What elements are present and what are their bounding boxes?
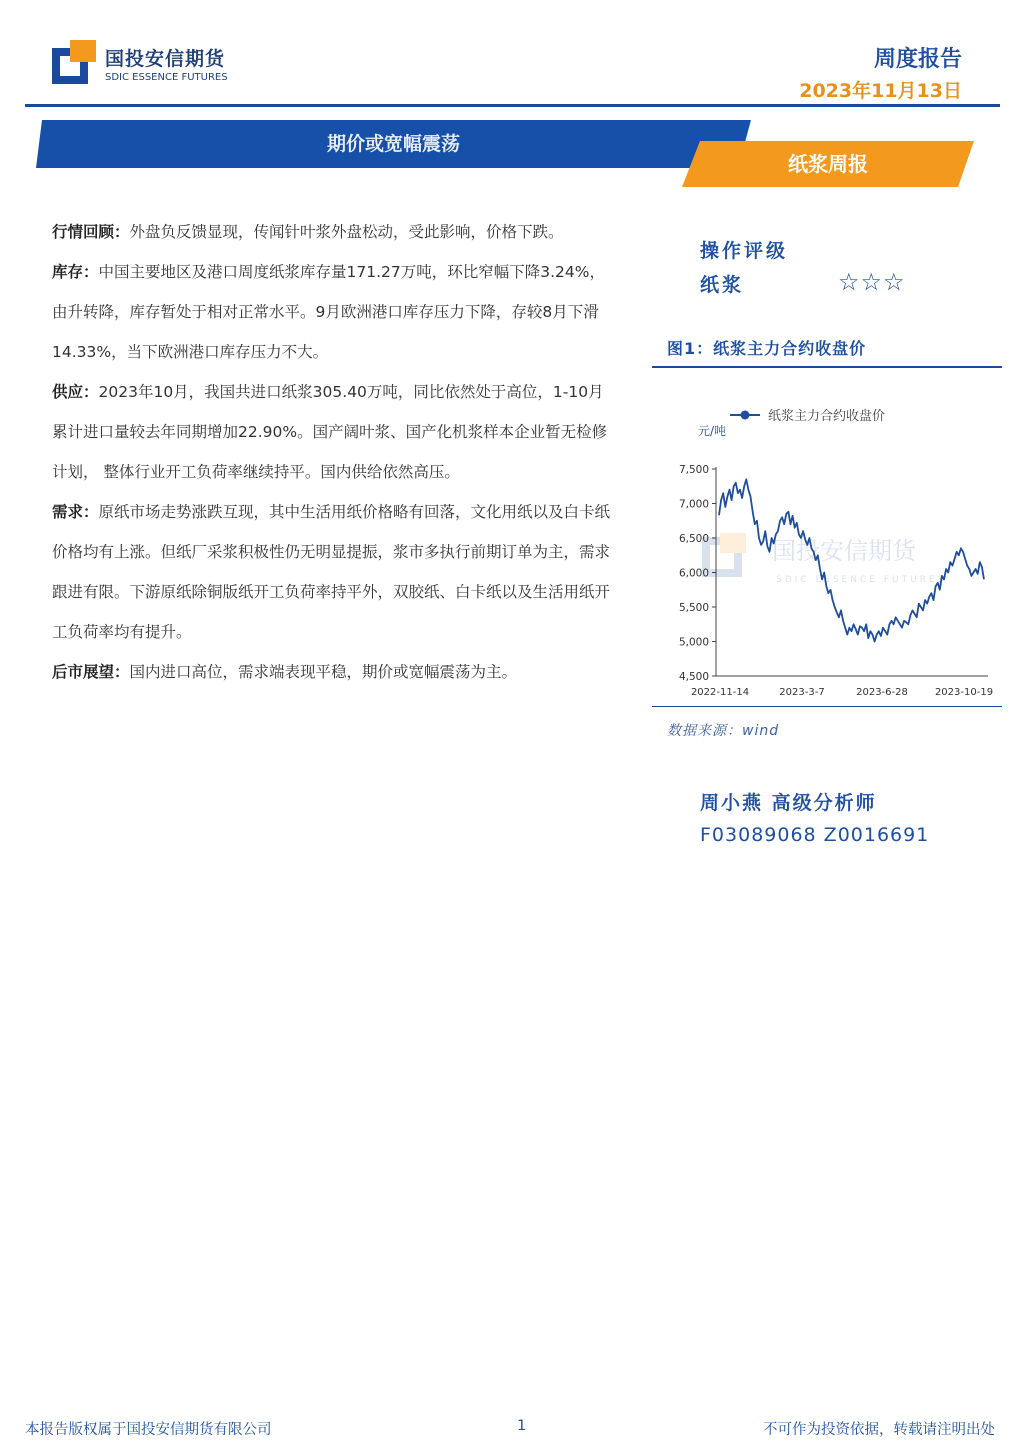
x-tick-label: 2023-3-7 (779, 687, 825, 698)
section-label: 供应： (52, 383, 99, 401)
report-date: 2023年11月13日 (799, 80, 962, 102)
legend-series-label: 纸浆主力合约收盘价 (768, 409, 886, 424)
chart-legend (730, 408, 885, 424)
copyright-notice: 本报告版权属于国投安信期货有限公司 (25, 1422, 272, 1438)
analyst-name-title: 周小燕 高级分析师 (700, 792, 877, 814)
section-text: 外盘负反馈显现，传闻针叶浆外盘松动，受此影响，价格下跌。 (129, 223, 564, 241)
y-tick-label: 7,500 (678, 464, 709, 476)
watermark-text-cn: 国投安信期货 (772, 537, 916, 565)
section-supply (52, 372, 618, 492)
report-type: 周度报告 (873, 47, 962, 72)
logo-mark-icon (52, 40, 96, 84)
y-tick-label: 5,000 (678, 636, 709, 649)
section-label: 库存： (52, 263, 99, 281)
data-source-note: 数据来源：wind (667, 723, 780, 739)
section-market-review (52, 212, 618, 252)
legend-dot-icon (741, 411, 750, 420)
analysis-body (52, 212, 618, 692)
x-tick-label: 2023-10-19 (934, 687, 994, 698)
section-text: 中国主要地区及港口周度纸浆库存量171.27万吨，环比窄幅下降3.24%，由升转降，库存暂处于相对正常水平。9月欧洲港口库存压力下降，存较8月下滑14.33%，当下欧洲港口库存压力不大。 (52, 263, 605, 361)
header-divider (25, 104, 1000, 107)
page-number: 1 (517, 1418, 527, 1434)
rating-heading: 操作评级 (700, 240, 789, 262)
figure-top-rule (652, 366, 1002, 368)
figure-title: 图1：纸浆主力合约收盘价 (667, 339, 867, 358)
y-tick-label: 4,500 (678, 671, 709, 683)
section-text: 2023年10月，我国共进口纸浆305.40万吨，同比依然处于高位，1-10月累计进口量较去年同期增加22.90%。国产阔叶浆、国产化机浆样本企业暂无检修计划， 整体行业开工负荷率继续持平。国内供给依然高压。 (52, 383, 608, 481)
y-tick-label: 6,500 (678, 533, 709, 545)
analyst-license: F03089068 Z0016691 (700, 824, 930, 846)
disclaimer-notice: 不可作为投资依据，转载请注明出处 (763, 1422, 995, 1438)
section-outlook (52, 652, 618, 692)
logo-name-en: SDIC ESSENCE FUTURES (105, 72, 228, 83)
y-axis-unit-label: 元/吨 (698, 424, 727, 438)
watermark-text-en: SDIC ESSENCE FUTURES (776, 575, 947, 585)
figure-bottom-rule (652, 706, 1002, 707)
y-tick-label: 6,000 (678, 567, 709, 580)
report-title: 期价或宽幅震荡 (326, 133, 460, 155)
y-tick-label: 5,500 (678, 602, 709, 614)
y-tick-label: 7,000 (678, 498, 709, 511)
report-category-tag: 纸浆周报 (788, 152, 868, 176)
section-label: 后市展望： (52, 663, 130, 681)
section-text: 国内进口高位，需求端表现平稳，期价或宽幅震荡为主。 (129, 663, 518, 681)
rating-stars-icon: ☆☆☆ (838, 268, 906, 296)
title-banner (36, 120, 976, 190)
logo-name-cn: 国投安信期货 (105, 48, 226, 70)
company-logo (52, 40, 232, 86)
x-tick-label: 2022-11-14 (690, 687, 750, 698)
section-text: 原纸市场走势涨跌互现，其中生活用纸价格略有回落，文化用纸以及白卡纸价格均有上涨。但纸厂采浆积极性仍无明显提振，浆市多执行前期订单为主，需求跟进有限。下游原纸除铜版纸开工负荷率持平外，双胶纸、白卡纸以及生活用纸开工负荷率均有提升。 (52, 503, 611, 641)
x-tick-label: 2023-6-28 (856, 687, 908, 698)
section-inventory (52, 252, 618, 372)
price-line-chart (652, 395, 1002, 705)
rating-product: 纸浆 (700, 274, 745, 296)
section-demand (52, 492, 618, 652)
section-label: 行情回顾： (52, 223, 130, 241)
section-label: 需求： (52, 503, 99, 521)
